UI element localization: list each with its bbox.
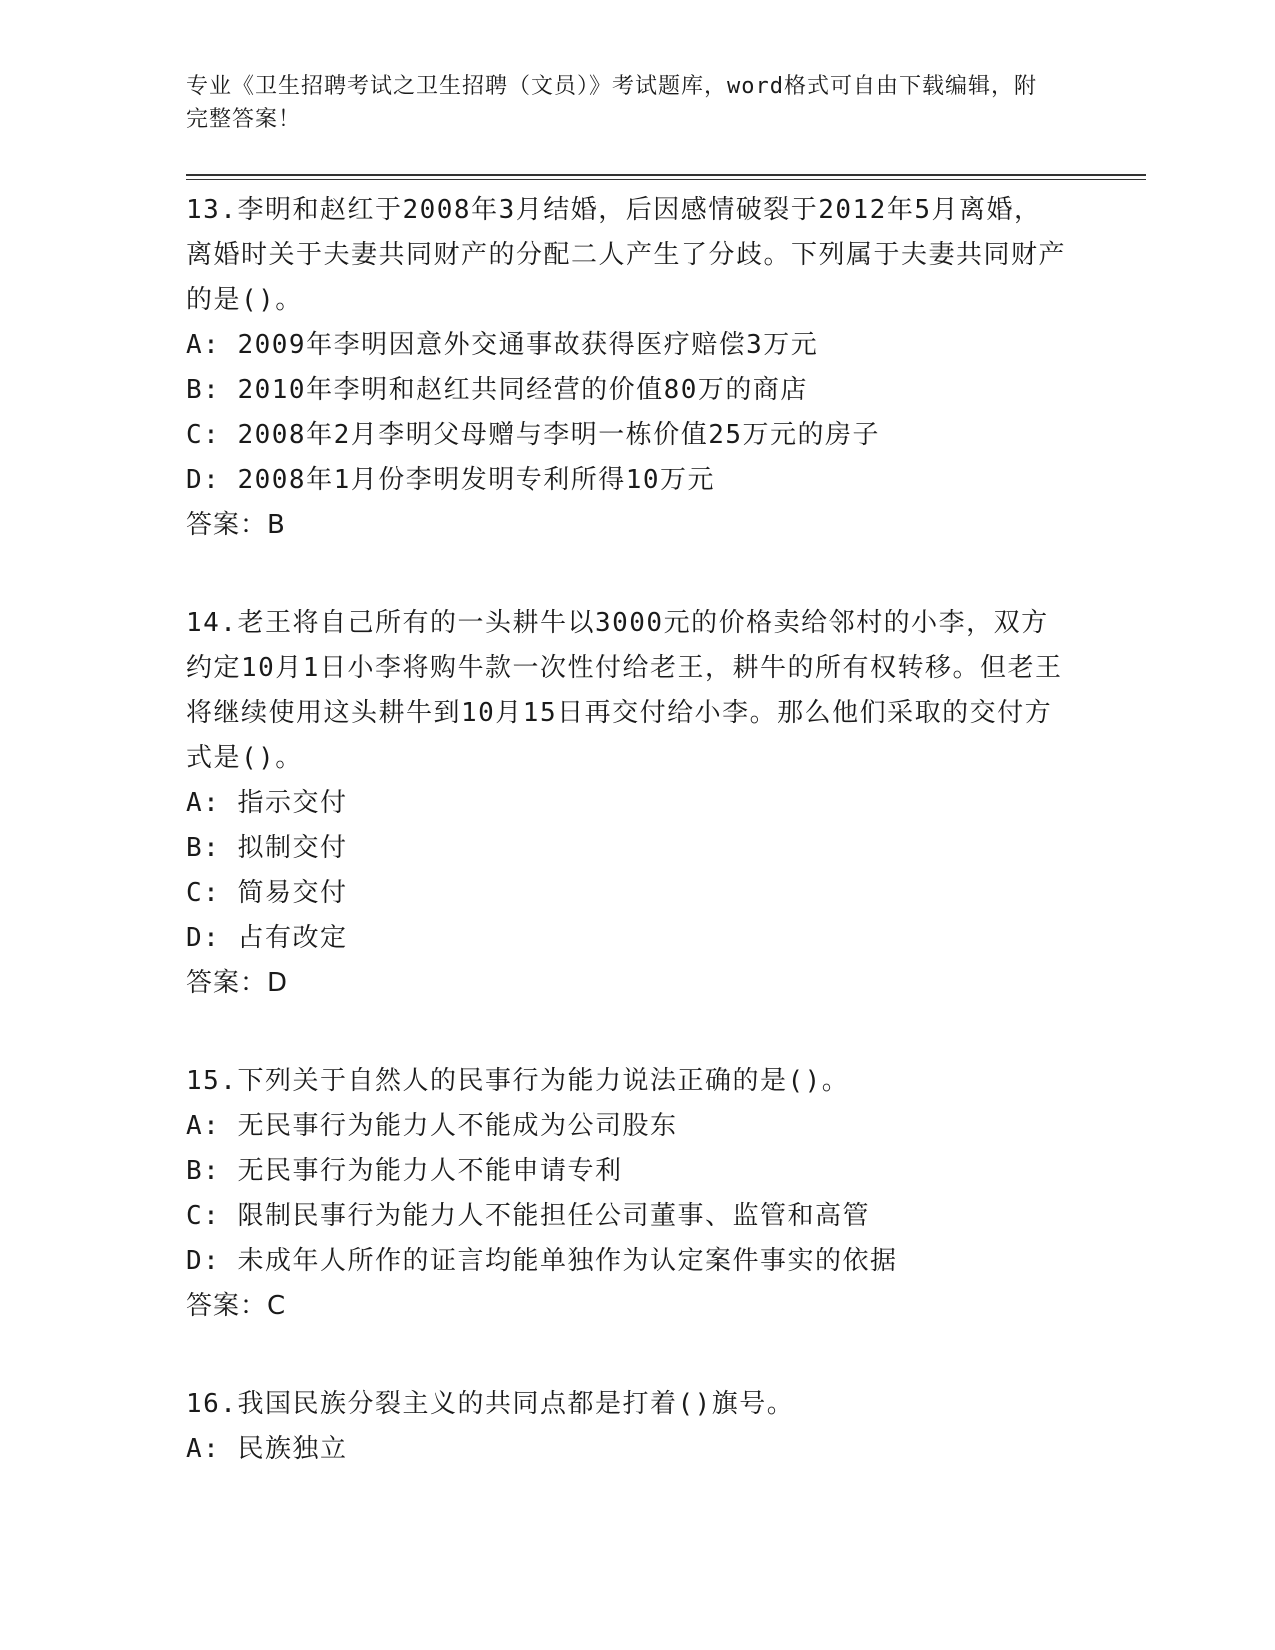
question-stem: 14.老王将自己所有的一头耕牛以3000元的价格卖给邻村的小李，双方约定10月1日小李将购牛款一次性付给老王，耕牛的所有权转移。但老王将继续使用这头耕牛到10月15日再交付给小李。那么他们采取的交付方式是()。 [186, 608, 1063, 773]
option-d: D: 2008年1月份李明发明专利所得10万元 [186, 465, 716, 495]
double-rule [186, 174, 1146, 180]
question-stem: 15.下列关于自然人的民事行为能力说法正确的是()。 [186, 1066, 850, 1096]
question-13 [186, 188, 1146, 548]
option-a: A: 指示交付 [186, 788, 348, 818]
answer-line: 答案：D [186, 968, 289, 998]
option-a: A: 无民事行为能力人不能成为公司股东 [186, 1111, 678, 1141]
option-a: A: 民族独立 [186, 1434, 348, 1464]
question-stem: 16.我国民族分裂主义的共同点都是打着()旗号。 [186, 1389, 795, 1419]
option-c: C: 简易交付 [186, 878, 348, 908]
option-c: C: 限制民事行为能力人不能担任公司董事、监管和高管 [186, 1201, 870, 1231]
option-b: B: 拟制交付 [186, 833, 348, 863]
option-a: A: 2009年李明因意外交通事故获得医疗赔偿3万元 [186, 330, 819, 360]
header-divider [186, 174, 1146, 180]
question-15 [186, 1059, 1146, 1329]
option-d: D: 占有改定 [186, 923, 348, 953]
question-16 [186, 1382, 1146, 1472]
answer-line: 答案：B [186, 510, 286, 540]
option-b: B: 无民事行为能力人不能申请专利 [186, 1156, 623, 1186]
document-header: 专业《卫生招聘考试之卫生招聘（文员）》考试题库，word格式可自由下载编辑，附完整答案！ [186, 74, 1037, 132]
option-c: C: 2008年2月李明父母赠与李明一栋价值25万元的房子 [186, 420, 881, 450]
spacer [186, 1329, 1146, 1374]
spacer [186, 1006, 1146, 1051]
spacer [186, 548, 1146, 593]
document-page [186, 70, 1146, 1472]
answer-line: 答案：C [186, 1291, 287, 1321]
question-stem: 13.李明和赵红于2008年3月结婚，后因感情破裂于2012年5月离婚，离婚时关于夫妻共同财产的分配二人产生了分歧。下列属于夫妻共同财产的是()。 [186, 195, 1067, 315]
question-14 [186, 601, 1146, 1006]
option-d: D: 未成年人所作的证言均能单独作为认定案件事实的依据 [186, 1246, 898, 1276]
option-b: B: 2010年李明和赵红共同经营的价值80万的商店 [186, 375, 808, 405]
